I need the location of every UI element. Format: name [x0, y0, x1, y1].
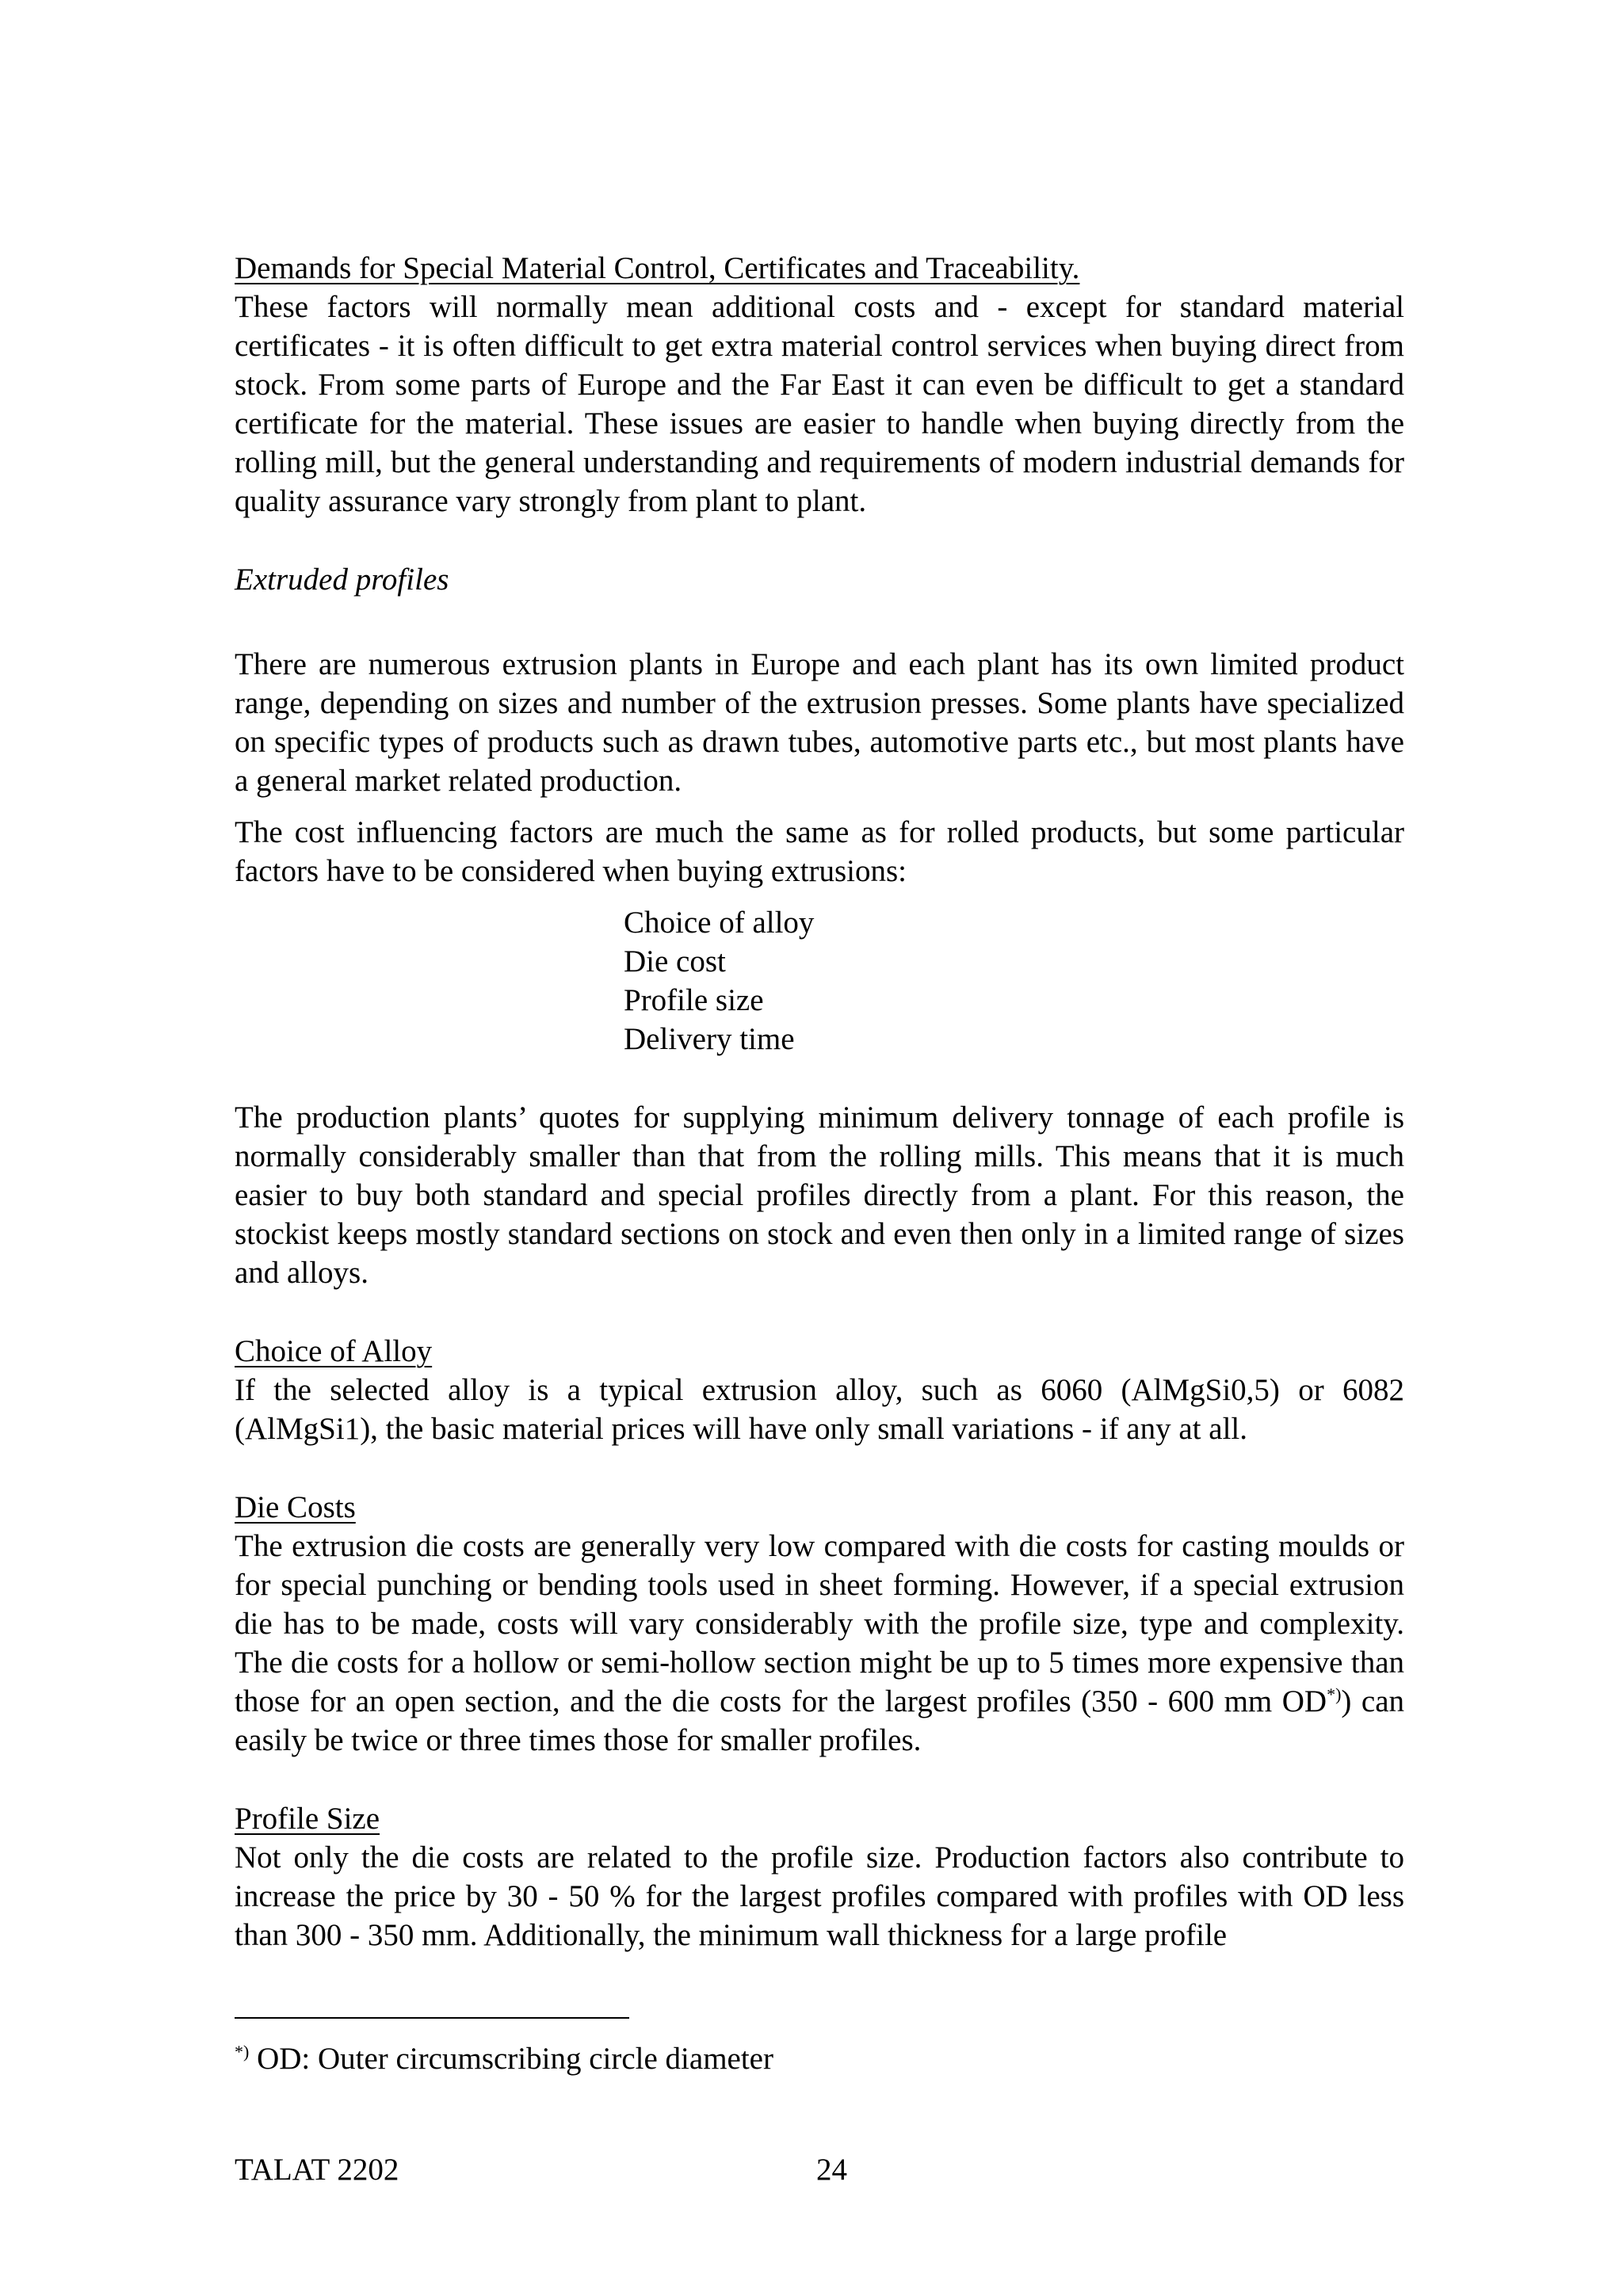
- paragraph-extrusion-plants: There are numerous extrusion plants in Europe and each plant has its own limited product range, depending on sizes and number of the extrusion presses. Some plants have specialized on specific types of products such as drawn tubes, automotive parts etc., but most plants have a general market related production.: [235, 647, 1404, 798]
- list-item: Delivery time: [624, 1022, 795, 1056]
- paragraph-production-quotes: The production plants’ quotes for supplying minimum delivery tonnage of each profile is normally considerably smaller than that from the rolling mills. This means that it is much easier to buy both standard and special profiles directly from a plant. For this reason, the stockist keeps mostly standard sections on stock and even then only in a limited range of sizes and alloys.: [235, 1100, 1404, 1290]
- paragraph-die-costs: [235, 1527, 1404, 1760]
- die-costs-text-a: The extrusion die costs are generally very low compared with die costs for casting moulds or for special punching or bending tools used in sheet forming. However, if a special extrusion die has to be made, costs will vary considerably with the profile size, type and complexity. The die costs for a hollow or semi-hollow section might be up to 5 times more expensive than those for an open section, and the die costs for the largest profiles (350 - 600 mm OD: [235, 1529, 1404, 1718]
- factor-list: [624, 903, 1404, 1058]
- list-item: Die cost: [624, 944, 726, 978]
- list-item: Profile size: [624, 983, 764, 1017]
- paragraph-choice-of-alloy: If the selected alloy is a typical extrusion alloy, such as 6060 (AlMgSi0,5) or 6082 (AlMgSi1), the basic material prices will have only small variations - if any at all.: [235, 1373, 1404, 1446]
- spacer: [235, 1760, 1404, 1799]
- section-heading-profile-size: Profile Size: [235, 1802, 380, 1836]
- spacer: [235, 599, 1404, 645]
- spacer: [235, 1292, 1404, 1332]
- footnote-separator: [235, 2017, 629, 2019]
- spacer: [235, 1448, 1404, 1488]
- spacer: [235, 1058, 1404, 1098]
- list-item: Choice of alloy: [624, 906, 815, 940]
- main-content: [235, 249, 1404, 1955]
- spacer: [235, 800, 1404, 813]
- section-heading-material-control: Demands for Special Material Control, Certificates and Traceability.: [235, 251, 1080, 285]
- footer-document-id: TALAT 2202: [235, 2153, 399, 2187]
- paragraph-profile-size: Not only the die costs are related to the profile size. Production factors also contribute to increase the price by 30 - 50 % for the largest profiles compared with profiles with OD less than 300 - 350 mm. Additionally, the minimum wall thickness for a large profile: [235, 1840, 1404, 1952]
- paragraph-cost-factors: The cost influencing factors are much the same as for rolled products, but some particular factors have to be considered when buying extrusions:: [235, 815, 1404, 888]
- footer-page-number: 24: [816, 2153, 847, 2187]
- footnote: [235, 2039, 773, 2078]
- footnote-mark: *): [235, 2042, 250, 2061]
- die-costs-text-b: ) can easily be twice or three times those for smaller profiles.: [235, 1684, 1405, 1757]
- spacer: [235, 891, 1404, 903]
- paragraph-material-control: These factors will normally mean additional costs and - except for standard material certificates - it is often difficult to get extra material control services when buying direct from stock. From some parts of Europe and the Far East it can even be difficult to get a standard certificate for the material. These issues are easier to handle when buying directly from the rolling mill, but the general understanding and requirements of modern industrial demands for quality assurance vary strongly from plant to plant.: [235, 290, 1404, 518]
- footnote-reference: *): [1327, 1684, 1342, 1704]
- section-heading-die-costs: Die Costs: [235, 1490, 356, 1524]
- section-heading-extruded-profiles: Extruded profiles: [235, 563, 449, 597]
- footnote-text: OD: Outer circumscribing circle diameter: [249, 2042, 773, 2076]
- section-heading-choice-of-alloy: Choice of Alloy: [235, 1334, 433, 1368]
- spacer: [235, 521, 1404, 560]
